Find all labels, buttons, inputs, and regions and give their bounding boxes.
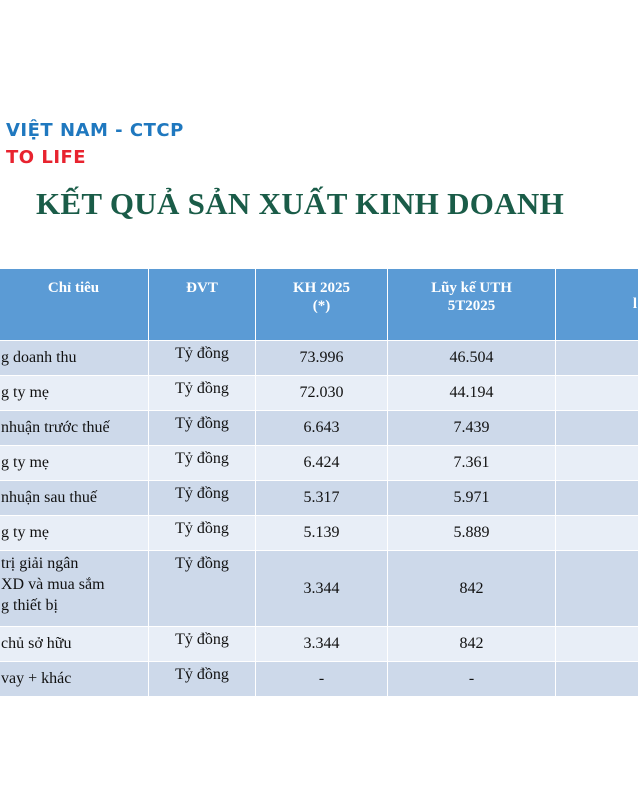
brand-slogan: TO LIFE xyxy=(6,147,87,168)
row-plan: 6.424 xyxy=(256,446,388,481)
table-row xyxy=(0,341,639,376)
row-unit: Tỷ đồng xyxy=(149,627,256,662)
row-plan: 3.344 xyxy=(256,551,388,627)
row-unit: Tỷ đồng xyxy=(149,341,256,376)
row-label: vay + khác xyxy=(0,662,149,697)
results-table xyxy=(0,268,639,697)
row-label: g ty mẹ xyxy=(0,446,149,481)
row-ytd: 842 xyxy=(388,627,556,662)
header-plan: KH 2025 (*) xyxy=(256,269,388,341)
row-unit: Tỷ đồng xyxy=(149,376,256,411)
row-extra xyxy=(556,481,639,516)
row-ytd: 842 xyxy=(388,551,556,627)
row-label: trị giải ngân XD và mua sắm g thiết bị xyxy=(0,551,149,627)
row-extra xyxy=(556,341,639,376)
row-extra xyxy=(556,411,639,446)
row-plan: 5.317 xyxy=(256,481,388,516)
table-row xyxy=(0,446,639,481)
row-unit: Tỷ đồng xyxy=(149,516,256,551)
row-label: nhuận trước thuế xyxy=(0,411,149,446)
row-ytd: 44.194 xyxy=(388,376,556,411)
row-label: chủ sở hữu xyxy=(0,627,149,662)
row-label: g ty mẹ xyxy=(0,376,149,411)
header-ytd: Lũy kế UTH 5T2025 xyxy=(388,269,556,341)
table-row xyxy=(0,662,639,697)
table-header-row xyxy=(0,269,639,341)
row-unit: Tỷ đồng xyxy=(149,551,256,627)
row-extra xyxy=(556,446,639,481)
row-unit: Tỷ đồng xyxy=(149,446,256,481)
row-extra xyxy=(556,662,639,697)
header-unit: ĐVT xyxy=(149,269,256,341)
row-plan: - xyxy=(256,662,388,697)
row-plan: 6.643 xyxy=(256,411,388,446)
brand-name: VIỆT NAM - CTCP xyxy=(6,120,184,141)
row-ytd: 7.361 xyxy=(388,446,556,481)
row-ytd: 7.439 xyxy=(388,411,556,446)
header-extra: l xyxy=(556,269,639,341)
table-row xyxy=(0,627,639,662)
row-plan: 73.996 xyxy=(256,341,388,376)
table-row xyxy=(0,516,639,551)
row-plan: 5.139 xyxy=(256,516,388,551)
table-row xyxy=(0,376,639,411)
row-ytd: - xyxy=(388,662,556,697)
row-unit: Tỷ đồng xyxy=(149,481,256,516)
row-plan: 3.344 xyxy=(256,627,388,662)
row-extra xyxy=(556,551,639,627)
table-row xyxy=(0,411,639,446)
header-indicator: Chỉ tiêu xyxy=(0,269,149,341)
row-ytd: 46.504 xyxy=(388,341,556,376)
table-row xyxy=(0,551,639,627)
row-ytd: 5.971 xyxy=(388,481,556,516)
page-title: KẾT QUẢ SẢN XUẤT KINH DOANH xyxy=(35,186,564,221)
row-label: g ty mẹ xyxy=(0,516,149,551)
table-row xyxy=(0,481,639,516)
row-unit: Tỷ đồng xyxy=(149,411,256,446)
row-unit: Tỷ đồng xyxy=(149,662,256,697)
row-extra xyxy=(556,376,639,411)
row-label: g doanh thu xyxy=(0,341,149,376)
row-extra xyxy=(556,627,639,662)
row-ytd: 5.889 xyxy=(388,516,556,551)
row-plan: 72.030 xyxy=(256,376,388,411)
row-label: nhuận sau thuế xyxy=(0,481,149,516)
row-extra xyxy=(556,516,639,551)
